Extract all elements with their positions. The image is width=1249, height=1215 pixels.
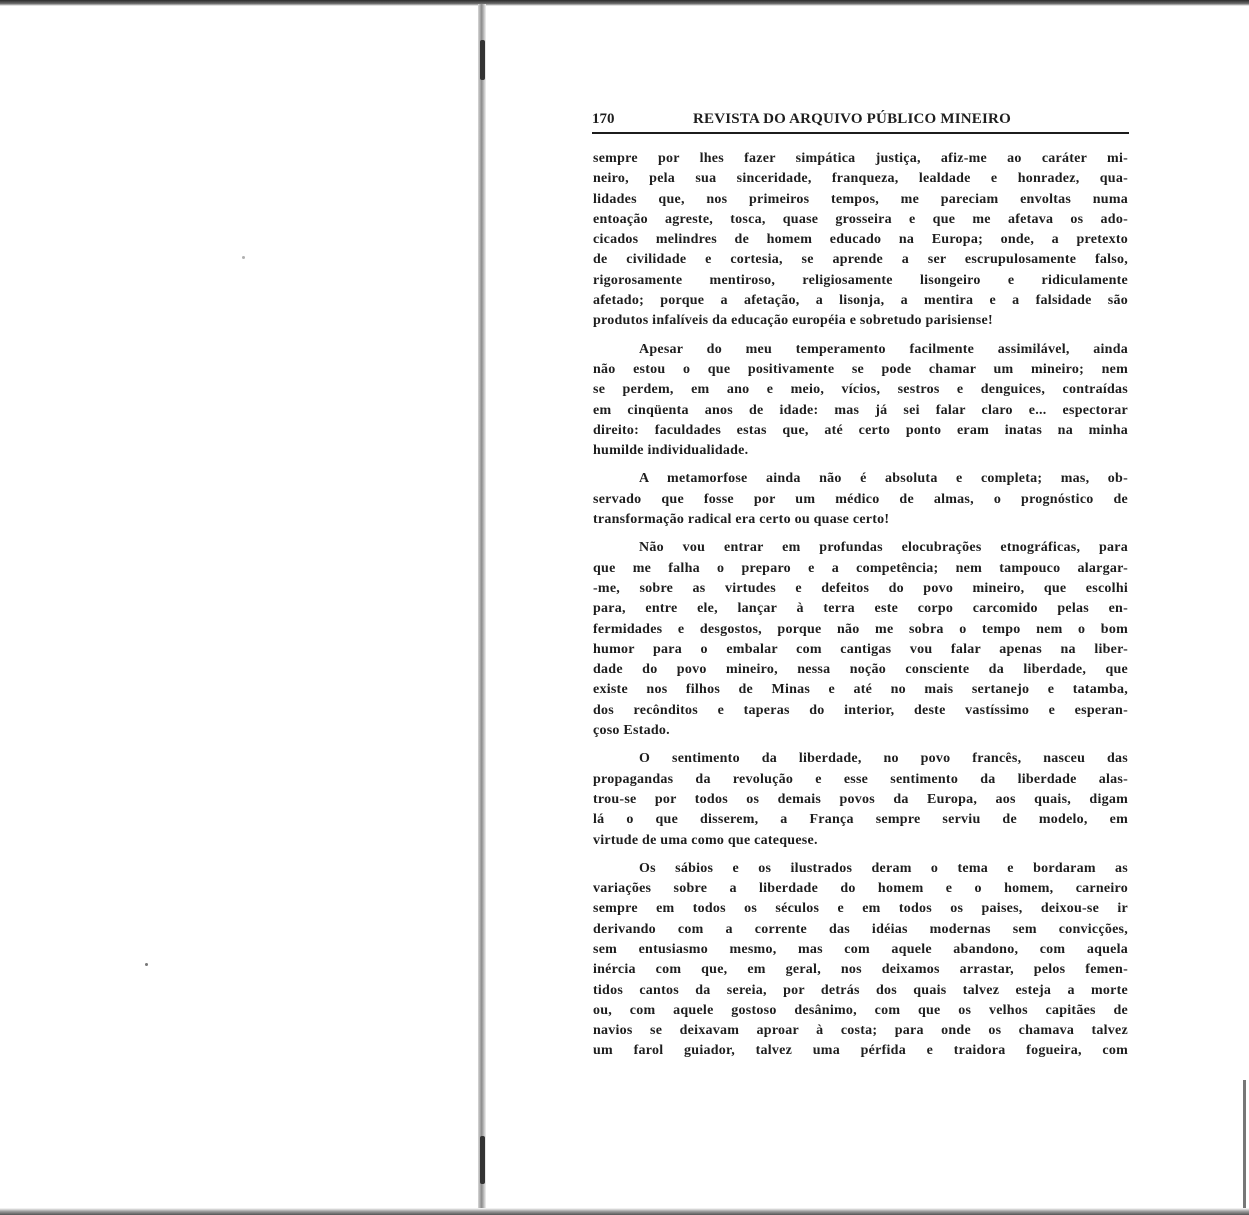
page-top-edge xyxy=(0,0,1249,6)
text-line: virtude de uma como que catequese. xyxy=(593,832,818,848)
text-line: Não vou entrar em profundas elocubrações etnográficas, para xyxy=(639,540,1128,556)
running-title: REVISTA DO ARQUIVO PÚBLICO MINEIRO xyxy=(693,111,1011,127)
paragraph-4 xyxy=(593,538,1128,741)
text-line: lá o que disserem, a França sempre serviu de modelo, em xyxy=(593,812,1128,828)
text-line: tidos cantos da sereia, por detrás dos quais talvez esteja a morte xyxy=(593,982,1128,998)
text-line: rigorosamente mentiroso, religiosamente lisongeiro e ridiculamente xyxy=(593,272,1128,288)
running-header xyxy=(592,110,1129,134)
scan-speck xyxy=(145,963,148,966)
text-line: dos recônditos e taperas do interior, deste vastíssimo e esperan- xyxy=(593,702,1128,718)
text-line: ou, com aquele gostoso desânimo, com que os velhos capitães de xyxy=(593,1002,1128,1018)
text-line: A metamorfose ainda não é absoluta e completa; mas, ob- xyxy=(639,471,1128,487)
text-line: çoso Estado. xyxy=(593,723,670,739)
text-line: sem entusiasmo mesmo, mas com aquele abandono, com aquela xyxy=(593,941,1128,957)
text-line: de civilidade e cortesia, se aprende a ser escrupulosamente falso, xyxy=(593,252,1128,268)
text-line: sempre por lhes fazer simpática justiça, afiz-me ao caráter mi- xyxy=(593,151,1128,166)
text-line: existe nos filhos de Minas e até no mais sertanejo e tatamba, xyxy=(593,682,1128,698)
text-line: variações sobre a liberdade do homem e o homem, carneiro xyxy=(593,881,1128,897)
text-line: neiro, pela sua sinceridade, franqueza, lealdade e honradez, qua- xyxy=(593,171,1128,187)
text-line: entoação agreste, tosca, quase grosseira e que me afetava os ado- xyxy=(593,211,1128,227)
text-line: transformação radical era certo ou quase certo! xyxy=(593,512,890,528)
book-spine xyxy=(478,4,486,1210)
text-line: humilde individualidade. xyxy=(593,443,749,459)
page-right-edge xyxy=(1243,1080,1246,1210)
text-line: inércia com que, em geral, nos deixamos arrastar, pelos femen- xyxy=(593,962,1128,978)
text-line: que me falha o preparo e a competência; nem tampouco alargar- xyxy=(593,560,1128,576)
text-line: servado que fosse por um médico de almas, o prognóstico de xyxy=(593,491,1128,507)
text-line: -me, sobre as virtudes e defeitos do povo mineiro, que escolhi xyxy=(593,580,1128,596)
text-line: trou-se por todos os demais povos da Europa, aos quais, digam xyxy=(593,791,1128,807)
spine-mark-bottom xyxy=(480,1136,485,1184)
text-line: derivando com a corrente das idéias modernas sem convicções, xyxy=(593,921,1128,937)
paragraph-6 xyxy=(593,859,1128,1062)
body-text xyxy=(593,149,1128,1070)
spine-mark-top xyxy=(480,40,485,80)
text-line: direito: faculdades estas que, até certo ponto eram inatas na minha xyxy=(593,422,1128,438)
text-line: produtos infalíveis da educação européia e sobretudo parisiense! xyxy=(593,313,993,329)
text-line: dade do povo mineiro, nessa noção consciente da liberdade, que xyxy=(593,662,1128,678)
text-line: para, entre ele, lançar à terra este corpo carcomido pelas en- xyxy=(593,601,1128,617)
text-line: Apesar do meu temperamento facilmente assimilável, ainda xyxy=(639,341,1128,357)
page-number: 170 xyxy=(592,111,615,127)
paragraph-3 xyxy=(593,469,1128,530)
text-line: se perdem, em ano e meio, vícios, sestros e denguices, contraídas xyxy=(593,382,1128,398)
page-bottom-edge xyxy=(0,1208,1249,1215)
paragraph-1 xyxy=(593,149,1128,332)
text-line: não estou o que positivamente se pode chamar um mineiro; nem xyxy=(593,361,1128,377)
text-line: humor para o embalar com cantigas vou falar apenas na liber- xyxy=(593,641,1128,657)
text-line: sempre em todos os séculos e em todos os paises, deixou-se ir xyxy=(593,901,1128,917)
paragraph-2 xyxy=(593,340,1128,462)
paragraph-5 xyxy=(593,749,1128,850)
scan-speck xyxy=(242,256,245,259)
text-line: em cinqüenta anos de idade: mas já sei falar claro e... espectorar xyxy=(593,402,1128,418)
text-line: afetado; porque a afetação, a lisonja, a mentira e a falsidade são xyxy=(593,293,1128,309)
text-line: O sentimento da liberdade, no povo francês, nasceu das xyxy=(639,751,1128,767)
text-line: lidades que, nos primeiros tempos, me pareciam envoltas numa xyxy=(593,191,1128,207)
text-line: um farol guiador, talvez uma pérfida e traidora fogueira, com xyxy=(593,1043,1128,1059)
text-line: propagandas da revolução e esse sentimento da liberdade alas- xyxy=(593,771,1128,787)
text-line: cicados melindres de homem educado na Europa; onde, a pretexto xyxy=(593,232,1128,248)
text-line: fermidades e desgostos, porque não me sobra o tempo nem o bom xyxy=(593,621,1128,637)
text-line: navios se deixavam aproar à costa; para onde os chamava talvez xyxy=(593,1023,1128,1039)
text-line: Os sábios e os ilustrados deram o tema e bordaram as xyxy=(639,860,1128,876)
